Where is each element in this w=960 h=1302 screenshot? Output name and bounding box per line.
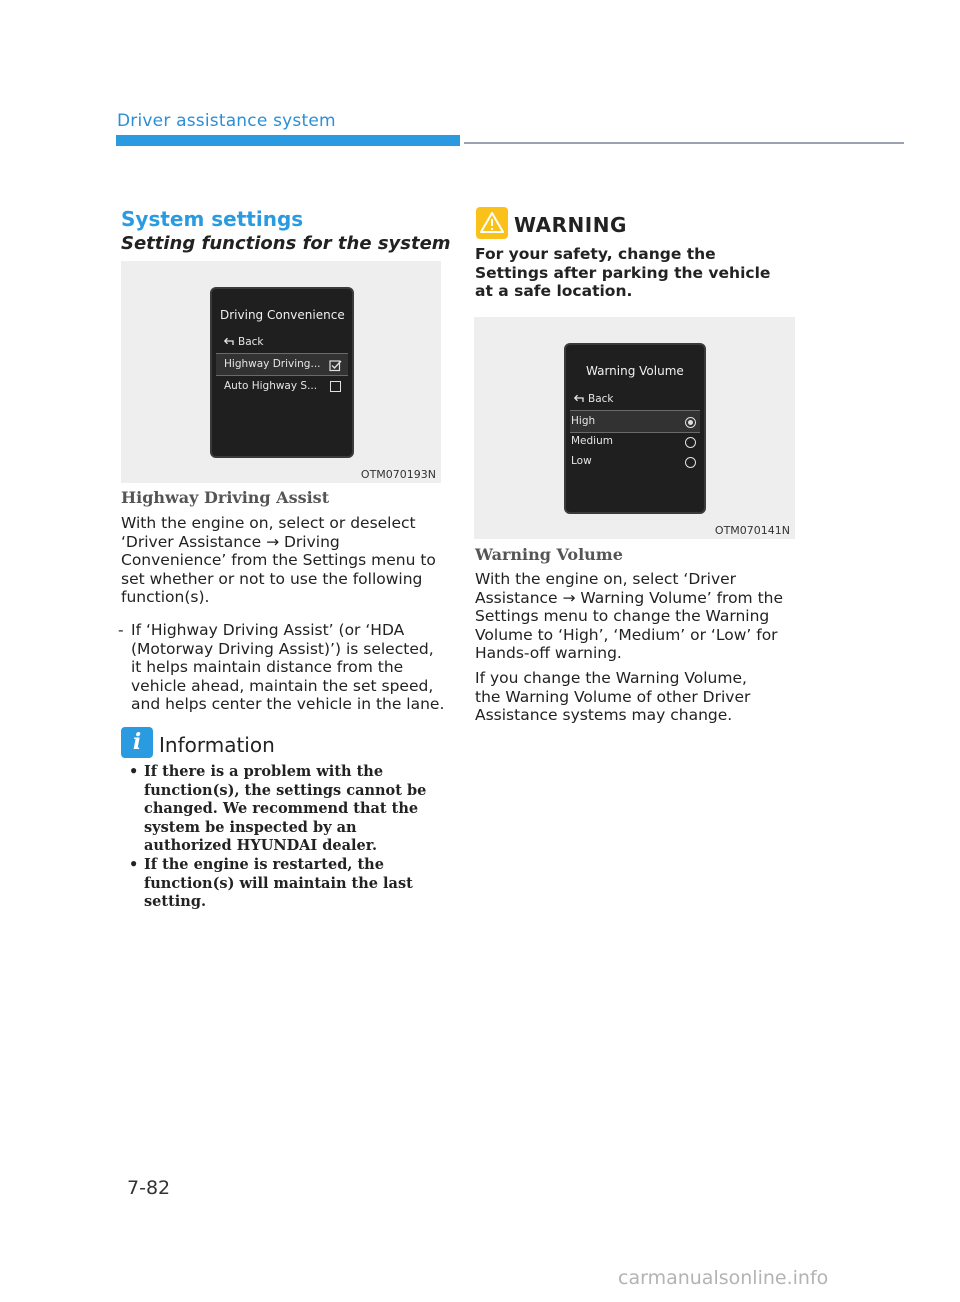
radio-unselected-icon [685,457,696,468]
info-bullet [129,856,449,912]
warning-text: For your safety, change the Settings after parking the vehicle at a safe location. [475,245,771,300]
driving-convenience-figure [121,261,441,483]
info-title: Information [159,733,275,757]
checkbox-checked-icon [329,359,342,372]
header-rule [464,142,904,144]
return-arrow-icon [223,336,235,346]
warning-triangle-icon [476,207,508,239]
dash-list-item [118,621,445,714]
info-bullet [129,763,449,856]
figure-code: OTM070193N [360,468,436,481]
info-bullet-text: If there is a problem with the function(s), the settings cannot be changed. We recommend that the system be inspected by an authorized HYUNDAI dealer. [144,763,427,854]
section-subtitle: Setting functions for the system [121,233,451,254]
back-label: Back [238,336,264,348]
cluster-screen [564,343,706,514]
option-low: Low [571,455,592,467]
option-high: High [571,415,596,427]
body-paragraph: With the engine on, select or deselect ‘Driver Assistance → Driving Convenience’ from the Settings menu to set whether or not to use the following function(s). [121,514,436,606]
info-icon: i [121,727,153,758]
figure-code: OTM070141N [714,524,790,537]
return-arrow-icon [573,393,585,403]
radio-selected-icon [685,417,696,428]
body-paragraph: With the engine on, select ‘Driver Assistance → Warning Volume’ from the Settings menu to change the Warning Volume to ‘High’, ‘Medium’ or ‘Low’ for Hands-off warning. [475,570,784,662]
bullet-dot: • [129,763,139,780]
back-label: Back [588,393,614,405]
menu-item-highway-driving: Highway Driving... [224,358,321,370]
dash-marker: - [118,621,124,639]
warning-title: WARNING [514,213,627,237]
menu-item-auto-highway: Auto Highway S... [224,380,318,392]
screen-title: Driving Convenience [220,308,345,322]
info-bullet-text: If the engine is restarted, the function(s) will maintain the last setting. [144,856,413,910]
divider [570,432,700,433]
page-number: 7-82 [127,1177,171,1199]
header-accent-bar [116,135,460,146]
radio-unselected-icon [685,437,696,448]
divider [216,375,348,376]
screen-title: Warning Volume [586,364,684,378]
warning-volume-figure [474,317,795,539]
bullet-dot: • [129,856,139,873]
cluster-screen [210,287,354,458]
caption-warning-volume: Warning Volume [475,545,623,564]
dash-item-text: If ‘Highway Driving Assist’ (or ‘HDA (Motorway Driving Assist)’) is selected, it helps maintain distance from the vehicle ahead, maintain the set speed, and helps center the vehicle in the lane. [131,621,445,713]
back-item [573,393,614,405]
running-header: Driver assistance system [117,111,336,131]
back-item [223,336,264,348]
checkbox-unchecked-icon [330,381,341,392]
section-title: System settings [121,207,304,231]
option-medium: Medium [571,435,613,447]
watermark: carmanualsonline.info [618,1267,829,1289]
caption-highway-driving-assist: Highway Driving Assist [121,488,330,507]
body-paragraph: If you change the Warning Volume, the Warning Volume of other Driver Assistance systems may change. [475,669,751,724]
